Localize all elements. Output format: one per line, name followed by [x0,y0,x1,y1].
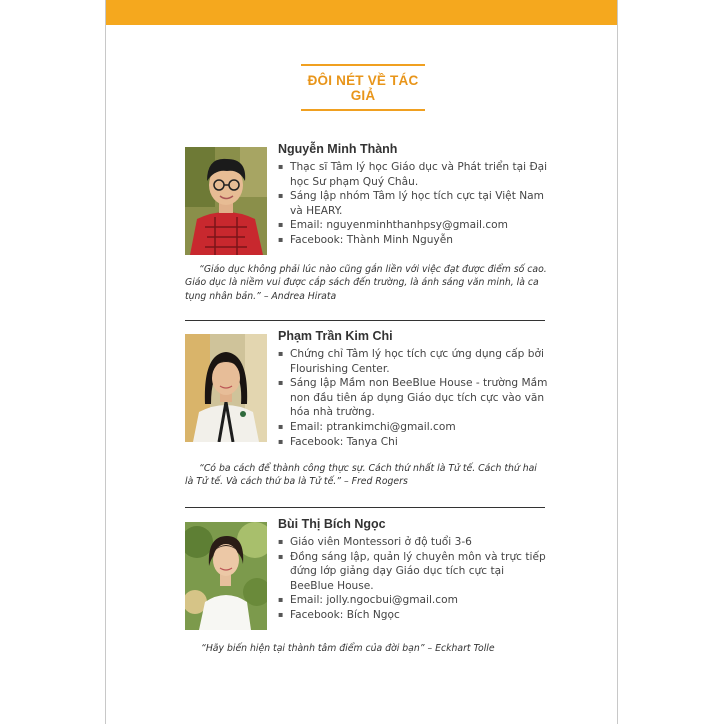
author-info-3 [278,517,548,623]
author-photo-2 [185,334,267,442]
author-name-1: Nguyễn Minh Thành [278,142,398,156]
bullet-teacher: ▪ Giáo viên Montessori ở độ tuổi 3-6 [278,535,548,550]
author-photo-3 [185,522,267,630]
bullet-email: ▪ Email: ptrankimchi@gmail.com [278,420,548,435]
author-quote-1: “Giáo dục không phải lúc nào cũng gắn liền với việc đạt được điểm số cao. Giáo dục là niềm vui được cắp sách đến trường, là ánh sáng văn minh, là ca tụng nhân bản.” – Andrea Hirata [185,264,547,302]
bullet-facebook: ▪ Facebook: Bích Ngọc [278,608,548,623]
author-card-2 [185,329,548,448]
author-quote-3: “Hãy biến hiện tại thành tâm điểm của đời bạn” – Eckhart Tolle [201,643,495,654]
bullet-email: ▪ Email: jolly.ngocbui@gmail.com [278,593,548,608]
portrait-woman-garden-icon [185,522,267,630]
bullet-email: ▪ Email: nguyenminhthanhpsy@gmail.com [278,218,548,233]
bullet-degree: ▪ Thạc sĩ Tâm lý học Giáo dục và Phát triển tại Đại học Sư phạm Quý Châu. [278,160,548,189]
author-info-1 [278,142,548,248]
bullet-cofounder: ▪ Đồng sáng lập, quản lý chuyên môn và trực tiếp đứng lớp giảng dạy Giáo dục tích cực tại BeeBlue House. [278,550,548,594]
author-info-2 [278,329,548,449]
author-bullets-2 [278,347,548,449]
portrait-woman-icon [185,334,267,442]
portrait-man-icon [185,147,267,255]
author-bullets-1 [278,160,548,248]
divider-1 [185,320,545,321]
author-card-1 [185,142,548,257]
author-name-3: Bùi Thị Bích Ngọc [278,517,386,531]
author-photo-1 [185,147,267,255]
top-accent-bar [106,0,617,25]
bullet-facebook: ▪ Facebook: Tanya Chi [278,435,548,450]
author-card-3 [185,517,546,632]
bullet-founder: ▪ Sáng lập Mầm non BeeBlue House - trường Mầm non đầu tiên áp dụng Giáo dục tích cực vào văn hóa nhà trường. [278,376,548,420]
author-name-2: Phạm Trần Kim Chi [278,329,393,343]
divider-2 [185,507,545,508]
bullet-facebook: ▪ Facebook: Thành Minh Nguyễn [278,233,548,248]
title-rule-bottom [301,109,425,111]
section-title-text: ĐÔI NÉT VỀ TÁC GIẢ [307,73,419,103]
book-page [105,0,618,724]
author-quote-2: “Có ba cách để thành công thực sự. Cách thứ nhất là Tử tế. Cách thứ hai là Tử tế. Và cách thứ ba là Tử tế.” – Fred Rogers [185,463,537,488]
bullet-founder: ▪ Sáng lập nhóm Tâm lý học tích cực tại Việt Nam và HEARY. [278,189,548,218]
author-bullets-3 [278,535,548,623]
section-title [301,64,425,111]
bullet-certificate: ▪ Chứng chỉ Tâm lý học tích cực ứng dụng cấp bởi Flourishing Center. [278,347,548,376]
